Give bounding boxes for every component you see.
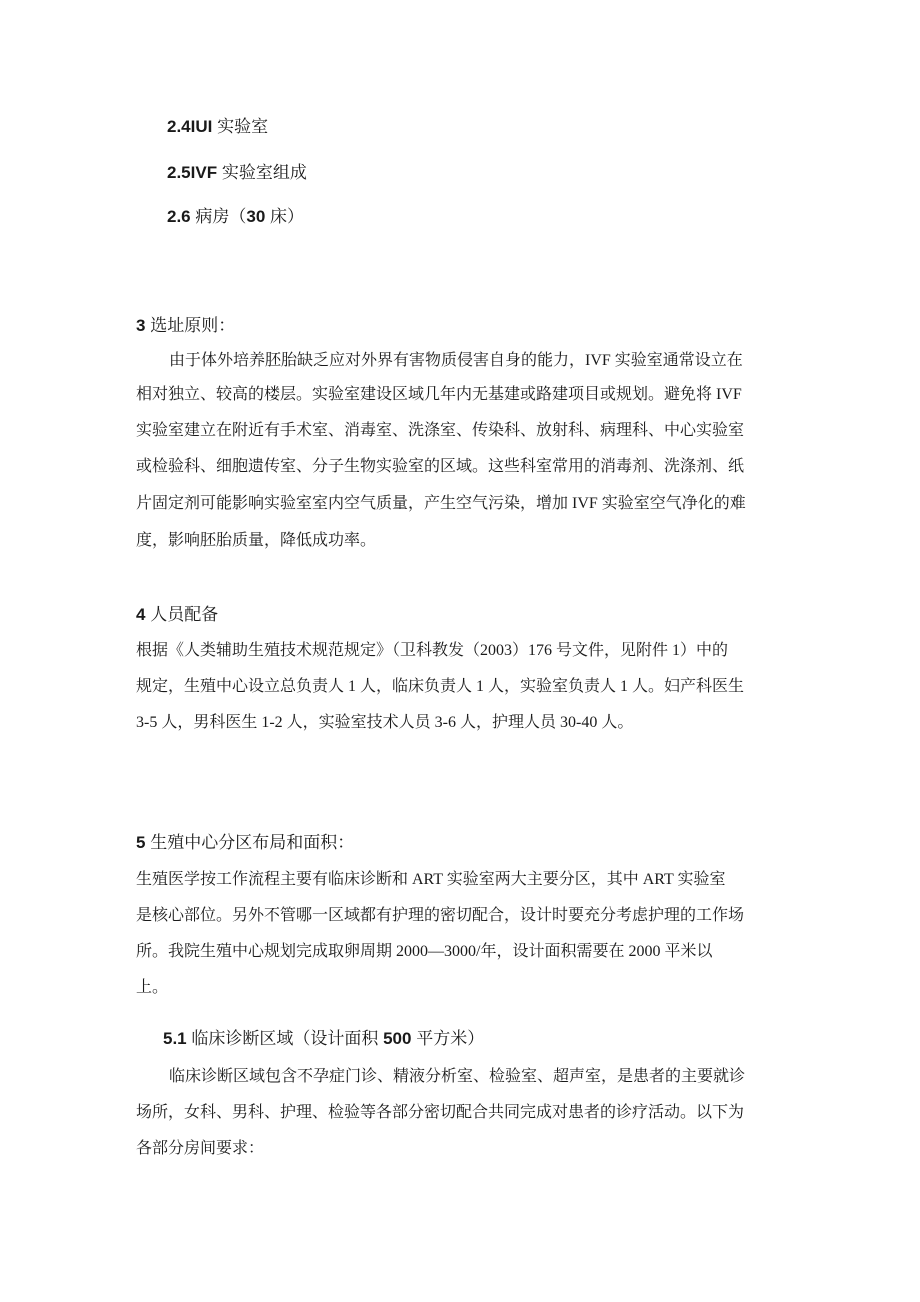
heading-2-6: [167, 206, 304, 228]
heading-text-2: 床）: [265, 207, 305, 226]
paragraph-line: 根据《人类辅助生殖技术规范规定》（卫科教发（2003）176 号文件，见附件 1）中的: [136, 642, 729, 659]
heading-2-5: [167, 162, 307, 184]
paragraph-line: 度，影响胚胎质量，降低成功率。: [136, 532, 377, 549]
paragraph-line: 相对独立、较高的楼层。实验室建设区域几年内无基建或路建项目或规划。避免将 IVF: [136, 386, 742, 403]
paragraph-line: 生殖医学按工作流程主要有临床诊断和 ART 实验室两大主要分区，其中 ART 实验室: [136, 871, 726, 888]
heading-4: [136, 604, 218, 626]
heading-text-2: 平方米）: [411, 1029, 485, 1048]
heading-3: [136, 315, 235, 337]
heading-number: 5: [136, 833, 146, 852]
paragraph-line: 所。我院生殖中心规划完成取卵周期 2000—3000/年，设计面积需要在 2000 平米以: [136, 943, 713, 960]
heading-text: 生殖中心分区布局和面积：: [145, 833, 355, 852]
heading-text: 病房（: [190, 207, 247, 226]
paragraph-line: 场所，女科、男科、护理、检验等各部分密切配合共同完成对患者的诊疗活动。以下为: [136, 1104, 745, 1121]
paragraph-line: 或检验科、细胞遗传室、分子生物实验室的区域。这些科室常用的消毒剂、洗涤剂、纸: [136, 458, 745, 475]
heading-number-2: 30: [246, 207, 266, 226]
heading-2-4: [167, 116, 268, 138]
paragraph-line: 3-5 人，男科医生 1-2 人，实验室技术人员 3-6 人，护理人员 30-40 人。: [136, 714, 634, 731]
paragraph-line: 片固定剂可能影响实验室室内空气质量，产生空气污染，增加 IVF 实验室空气净化的难: [136, 495, 746, 512]
heading-text: 实验室组成: [217, 163, 307, 182]
heading-5-1: [163, 1028, 484, 1050]
heading-number: 2.5IVF: [167, 163, 218, 182]
paragraph-line: 临床诊断区域包含不孕症门诊、精液分析室、检验室、超声室，是患者的主要就诊: [169, 1068, 746, 1085]
heading-number: 3: [136, 316, 146, 335]
heading-text: 人员配备: [145, 605, 219, 624]
heading-number: 2.6: [167, 207, 191, 226]
heading-text: 实验室: [212, 117, 269, 136]
heading-5: [136, 832, 354, 854]
paragraph-line: 上。: [136, 979, 169, 996]
heading-number: 2.4IUI: [167, 117, 213, 136]
paragraph-line: 实验室建立在附近有手术室、消毒室、洗涤室、传染科、放射科、病理科、中心实验室: [136, 422, 745, 439]
heading-number: 5.1: [163, 1029, 187, 1048]
paragraph-line: 规定，生殖中心设立总负责人 1 人，临床负责人 1 人，实验室负责人 1 人。妇产科医生: [136, 678, 745, 695]
heading-text: 临床诊断区域（设计面积: [186, 1029, 384, 1048]
paragraph-line: 是核心部位。另外不管哪一区域都有护理的密切配合，设计时要充分考虑护理的工作场: [136, 907, 745, 924]
heading-number: 4: [136, 605, 146, 624]
heading-text: 选址原则：: [145, 316, 236, 335]
paragraph-line: 由于体外培养胚胎缺乏应对外界有害物质侵害自身的能力，IVF 实验室通常设立在: [169, 352, 743, 369]
heading-number-2: 500: [383, 1029, 412, 1048]
paragraph-line: 各部分房间要求：: [136, 1140, 265, 1157]
